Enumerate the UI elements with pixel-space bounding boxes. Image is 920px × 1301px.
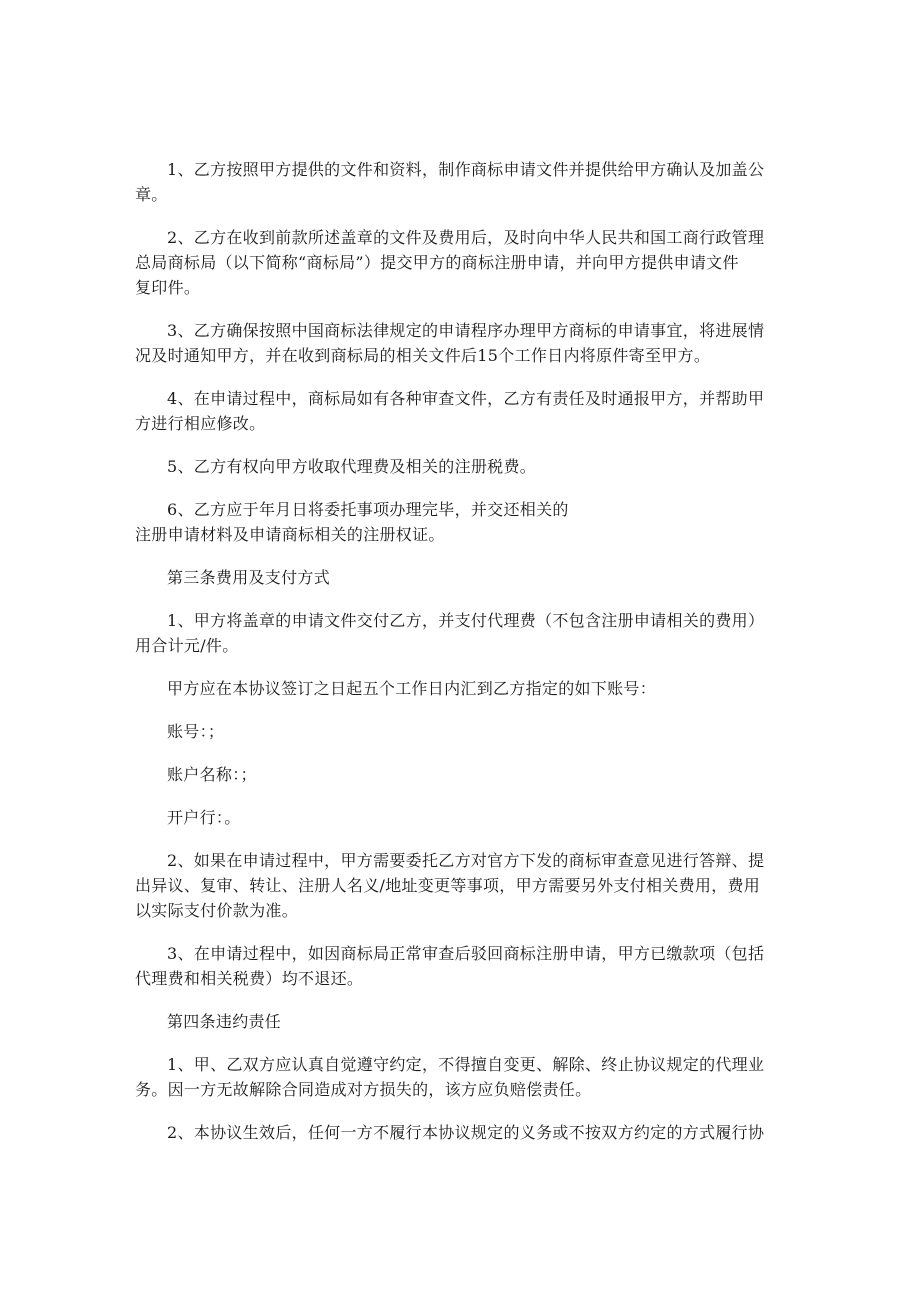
text-line: 务。因一方无故解除合同造成对方损失的，该方应负赔偿责任。	[135, 1080, 592, 1099]
text-line: 复印件。	[135, 278, 201, 297]
text-line: 开户行：。	[167, 808, 241, 827]
paragraph-fee-1	[135, 608, 790, 658]
paragraph-account-number	[135, 719, 790, 744]
paragraph-fee-2	[135, 848, 790, 923]
text-line: 况及时通知甲方，并在收到商标局的相关文件后15个工作日内将原件寄至甲方。	[135, 346, 711, 365]
paragraph-payment-instruction	[135, 676, 790, 701]
paragraph-liability-1	[135, 1052, 790, 1102]
text-line: 账户名称：；	[167, 765, 257, 784]
section-heading-article-3	[135, 565, 790, 590]
paragraph-clause-5	[135, 454, 790, 479]
section-heading-article-4	[135, 1009, 790, 1034]
text-line: 3、乙方确保按照中国商标法律规定的申请程序办理甲方商标的申请事宜，将进展情	[167, 321, 765, 340]
text-line: 1、乙方按照甲方提供的文件和资料，制作商标申请文件并提供给甲方确认及加盖公	[167, 160, 765, 179]
text-line: 3、在申请过程中，如因商标局正常审查后驳回商标注册申请，甲方已缴款项（包括	[167, 944, 765, 963]
paragraph-liability-2	[135, 1120, 790, 1145]
text-line: 第三条费用及支付方式	[167, 568, 331, 587]
text-line: 方进行相应修改。	[135, 414, 266, 433]
text-line: 2、乙方在收到前款所述盖章的文件及费用后，及时向中华人民共和国工商行政管理	[167, 228, 765, 247]
text-line: 代理费和相关税费）均不退还。	[135, 969, 364, 988]
text-line: 1、甲、乙双方应认真自觉遵守约定，不得擅自变更、解除、终止协议规定的代理业	[167, 1055, 765, 1074]
text-line: 2、本协议生效后，任何一方不履行本协议规定的义务或不按双方约定的方式履行协	[167, 1123, 765, 1142]
text-line: 章。	[135, 185, 168, 204]
text-line: 4、在申请过程中，商标局如有各种审查文件，乙方有责任及时通报甲方，并帮助甲	[167, 389, 765, 408]
paragraph-clause-2	[135, 225, 790, 300]
paragraph-clause-1	[135, 157, 790, 207]
text-line: 出异议、复审、转让、注册人名义/地址变更等事项，甲方需要另外支付相关费用，费用	[135, 876, 761, 895]
paragraph-account-name	[135, 762, 790, 787]
text-line: 用合计元/件。	[135, 636, 239, 655]
paragraph-clause-4	[135, 386, 790, 436]
text-line: 账号：；	[167, 722, 225, 741]
text-line: 第四条违约责任	[167, 1012, 282, 1031]
text-line: 总局商标局（以下简称“商标局”）提交甲方的商标注册申请，并向甲方提供申请文件	[135, 253, 739, 272]
text-line: 6、乙方应于年月日将委托事项办理完毕，并交还相关的	[167, 500, 569, 519]
text-line: 1、甲方将盖章的申请文件交付乙方，并支付代理费（不包含注册申请相关的费用）	[167, 611, 765, 630]
paragraph-fee-3	[135, 941, 790, 991]
paragraph-clause-6	[135, 497, 790, 547]
paragraph-clause-3	[135, 318, 790, 368]
paragraph-bank	[135, 805, 790, 830]
text-line: 2、如果在申请过程中，甲方需要委托乙方对官方下发的商标审查意见进行答辩、提	[167, 851, 765, 870]
text-line: 以实际支付价款为准。	[135, 901, 299, 920]
text-line: 5、乙方有权向甲方收取代理费及相关的注册税费。	[167, 457, 537, 476]
text-line: 注册申请材料及申请商标相关的注册权证。	[135, 525, 445, 544]
text-line: 甲方应在本协议签订之日起五个工作日内汇到乙方指定的如下账号：	[167, 679, 657, 698]
document-body	[135, 157, 790, 1163]
